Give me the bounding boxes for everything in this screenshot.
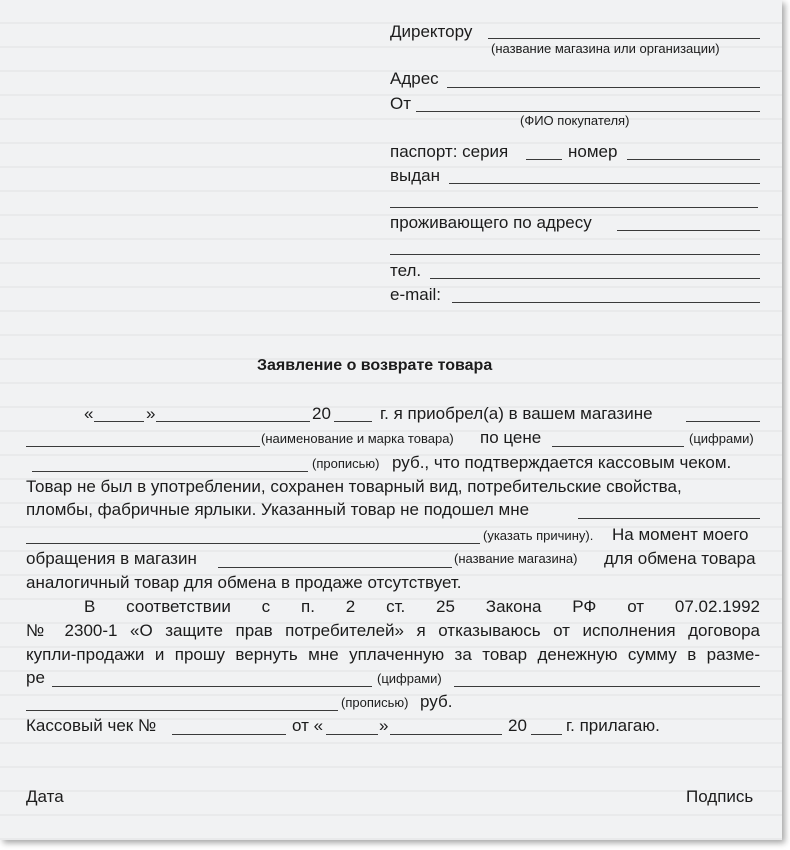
refund-digits-hint: (цифрами) [377,671,442,686]
visit-text: обращения в магазин [26,549,197,568]
receipt-number-field[interactable] [172,734,286,735]
reason-field-continued[interactable] [26,543,480,544]
director-field[interactable] [488,38,760,39]
year-prefix: 20 [312,404,331,423]
receipt-year-prefix: 20 [508,716,527,735]
law-reference-text: В соответствии с п. 2 ст. 25 Закона РФ от 07.02.1992 [84,597,760,616]
price-digits-field[interactable] [552,446,684,447]
condition-text-line2: пломбы, фабричные ярлыки. Указанный товар не подошел мне [26,500,530,519]
store-field[interactable] [686,421,760,422]
issued-field[interactable] [449,183,760,184]
moment-text: На момент моего [612,525,749,544]
receipt-date-close: » [379,716,389,735]
date-quote-close: » [146,404,156,423]
product-name-hint: (наименование и марка товара) [261,431,454,446]
date-quote-open: « [84,404,94,423]
refund-currency: руб. [420,692,453,711]
email-field[interactable] [452,302,760,303]
reason-field[interactable] [578,518,760,519]
price-digits-hint: (цифрами) [689,431,754,446]
purchase-month-field[interactable] [156,421,310,422]
from-field[interactable] [416,111,760,112]
product-name-field[interactable] [26,446,260,447]
exchange-text: для обмена товара [604,549,756,568]
address-field[interactable] [447,87,760,88]
director-label: Директору [390,22,473,41]
issued-field-continued[interactable] [390,207,758,208]
attach-text: г. прилагаю. [566,716,660,735]
amount-prefix: ре [26,668,45,687]
receipt-day-field[interactable] [326,734,378,735]
date-label: Дата [26,787,64,806]
fio-hint: (ФИО покупателя) [520,113,630,128]
from-label: От [390,94,412,113]
signature-label: Подпись [686,787,754,806]
refund-words-hint: (прописью) [341,695,409,710]
receipt-month-field[interactable] [390,734,502,735]
receipt-label: Кассовый чек № [26,716,157,735]
refund-words-field[interactable] [26,710,338,711]
passport-series-label: паспорт: серия [390,142,509,161]
store-hint: (название магазина или организации) [491,41,720,56]
residence-label: проживающего по адресу [390,213,592,232]
purchase-day-field[interactable] [94,421,144,422]
refund-request-text: купли-продажи и прошу вернуть мне уплаченную за товар денежную сумму в разме- [26,645,760,664]
receipt-confirmation-text: руб., что подтверждается кассовым чеком. [392,453,732,472]
refund-digits-field-continued[interactable] [454,686,760,687]
refund-digits-field[interactable] [52,686,372,687]
price-words-field[interactable] [32,471,308,472]
visited-store-field[interactable] [218,567,452,568]
issued-label: выдан [390,166,441,185]
purchase-text: г. я приобрел(а) в вашем магазине [380,404,653,423]
document-title: Заявление о возврате товара [257,357,493,374]
passport-number-field[interactable] [627,159,760,160]
refusal-text: № 2300-1 «О защите прав потребителей» я отказываюсь от исполнения договора [26,621,760,640]
condition-text-line1: Товар не был в употреблении, сохранен товарный вид, потребительские свойства, [26,477,682,496]
passport-number-label: номер [568,142,618,161]
phone-label: тел. [390,261,422,280]
reason-hint: (указать причину). [483,528,594,543]
receipt-date-open: от « [292,716,324,735]
address-label: Адрес [390,69,439,88]
price-words-hint: (прописью) [312,456,380,471]
price-label: по цене [480,428,542,447]
residence-field[interactable] [617,230,760,231]
purchase-year-field[interactable] [334,421,372,422]
residence-field-continued[interactable] [390,254,760,255]
visited-store-hint: (название магазина) [454,551,578,566]
no-replacement-text: аналогичный товар для обмена в продаже отсутствует. [26,573,462,592]
email-label: e-mail: [390,285,442,304]
phone-field[interactable] [430,278,760,279]
receipt-year-field[interactable] [531,734,562,735]
passport-series-field[interactable] [526,159,562,160]
